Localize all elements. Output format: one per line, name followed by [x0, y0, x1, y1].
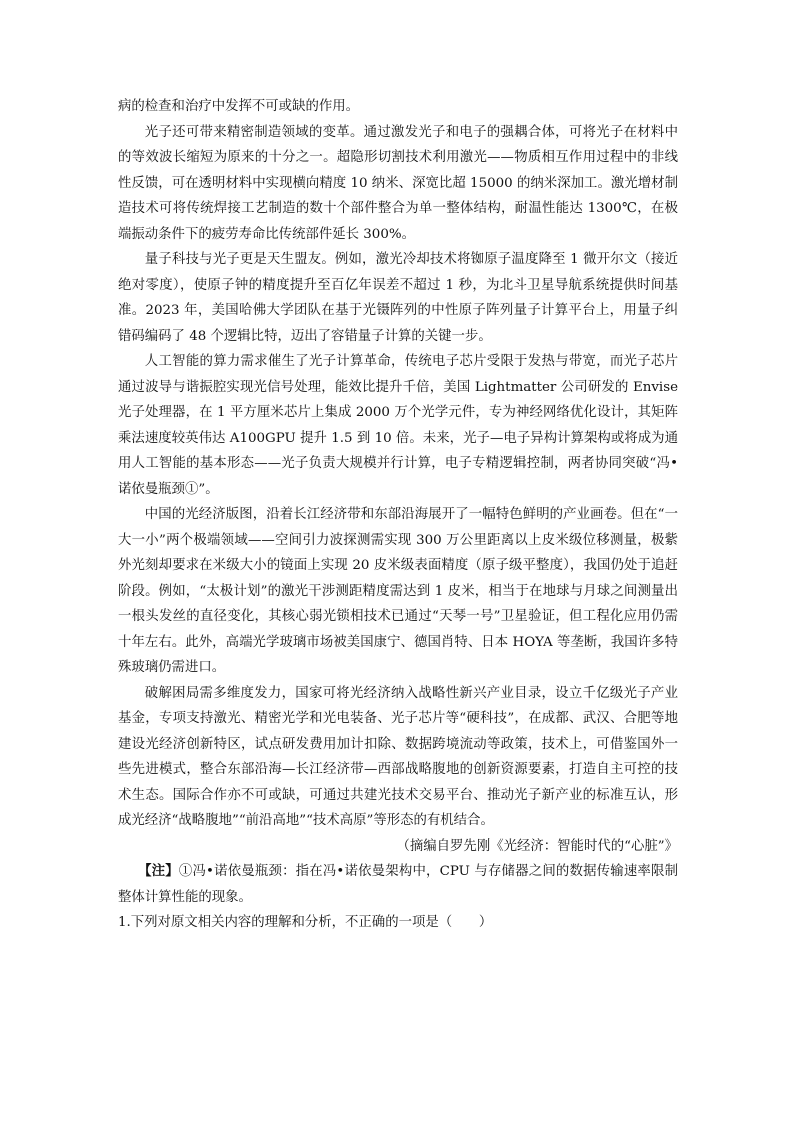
article-source: （摘编自罗先刚《光经济：智能时代的“心脏”》 [396, 838, 678, 854]
footnote [118, 859, 678, 910]
article-body [118, 94, 678, 936]
paragraph-precision-manufacturing: 光子还可带来精密制造领域的变革。通过激发光子和电子的强耦合体，可将光子在材料中的等效波长缩短为原来的十分之一。超隐形切割技术利用激光——物质相互作用过程中的非线性反馈，可在透明材料中实现横向精度 10 纳米、深宽比超 15000 的纳米深加工。激光增材制造技术可将传统焊接工艺制造的数十个部件整合为单一整体结构，耐温性能达 1300℃，在极端振动条件下的疲劳寿命比传统部件延长 300%。 [118, 124, 678, 242]
footnote-label: 【注】 [138, 863, 179, 879]
paragraph-breakthrough-measures: 破解困局需多维度发力，国家可将光经济纳入战略性新兴产业目录，设立千亿级光子产业基金，专项支持激光、精密光学和光电装备、光子芯片等“硬科技”，在成都、武汉、合肥等地建设光经济创新特区，试点研发费用加计扣除、数据跨境流动等政策，技术上，可借鉴国外一些先进模式，整合东部沿海—长江经济带—西部战略腹地的创新资源要素，打造自主可控的技术生态。国际合作亦不可或缺，可通过共建光技术交易平台、推动光子新产业的标准互认，形成光经济“战略腹地”“前沿高地”“技术高原”等形态的有机结合。 [118, 685, 678, 828]
paragraph-photonic-computing: 人工智能的算力需求催生了光子计算革命，传统电子芯片受限于发热与带宽，而光子芯片通过波导与谐振腔实现光信号处理，能效比提升千倍，美国 Lightmatter 公司研发的 Envise 光子处理器，在 1 平方厘米芯片上集成 2000 万个光学元件，专为神经网络优化设计，其矩阵乘法速度较英伟达 A100GPU 提升 1.5 到 10 倍。未来，光子—电子异构计算架构或将成为通用人工智能的基本形态——光子负责大规模并行计算，电子专精逻辑控制，两者协同突破“冯•诺依曼瓶颈①”。 [118, 354, 678, 497]
footnote-text: ①冯•诺依曼瓶颈：指在冯•诺依曼架构中，CPU 与存储器之间的数据传输速率限制整体计算性能的现象。 [118, 864, 678, 905]
paragraph-china-light-economy: 中国的光经济版图，沿着长江经济带和东部沿海展开了一幅特色鲜明的产业画卷。但在“一大一小”两个极端领域——空间引力波探测需实现 300 万公里距离以上皮米级位移测量，极紫外光刻却要求在米级大小的镜面上实现 20 皮米级表面精度（原子级平整度），我国仍处于追赶阶段。例如，“太极计划”的激光干涉测距精度需达到 1 皮米，相当于在地球与月球之间测量出一根头发丝的直径变化，其核心弱光锁相技术已通过“天琴一号”卫星验证，但工程化应用仍需十年左右。此外，高端光学玻璃市场被美国康宁、德国肖特、日本 HOYA 等垄断，我国许多特殊玻璃仍需进口。 [118, 507, 678, 675]
paragraph-continuation: 病的检查和治疗中发挥不可或缺的作用。 [118, 99, 360, 114]
paragraph-quantum-technology: 量子科技与光子更是天生盟友。例如，激光冷却技术将铷原子温度降至 1 微开尔文（接近绝对零度），使原子钟的精度提升至百亿年误差不超过 1 秒，为北斗卫星导航系统提供时间基准。2023 年，美国哈佛大学团队在基于光镊阵列的中性原子阵列量子计算平台上，用量子纠错码编码了 48 个逻辑比特，迈出了容错量子计算的关键一步。 [118, 252, 678, 344]
question-1: 1.下列对原文相关内容的理解和分析，不正确的一项是（ ） [118, 915, 493, 930]
